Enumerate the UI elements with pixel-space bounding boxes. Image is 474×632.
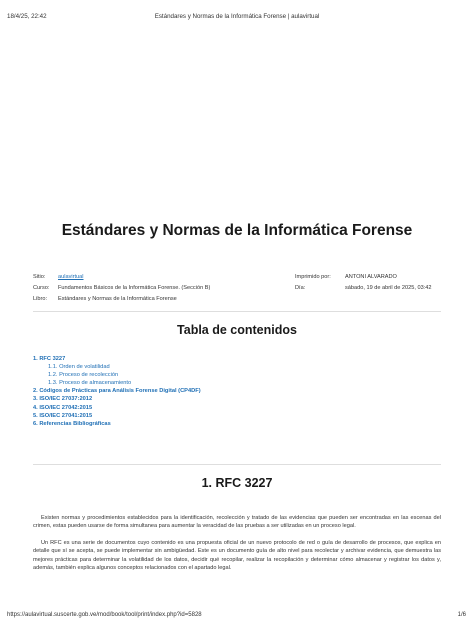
date-value: sábado, 19 de abril de 2025, 03:42 [345, 285, 432, 291]
print-url: https://aulavirtual.suscerte.gob.ve/mod/book/tool/print/index.php?id=5828 [7, 612, 202, 618]
toc-item-proceso-recoleccion[interactable]: 1.2. Proceso de recolección [48, 372, 119, 379]
section-heading: 1. RFC 3227 [201, 476, 273, 490]
printed-by-value: ANTONI ALVARADO [345, 274, 397, 280]
toc-item-iso-27041[interactable]: 5. ISO/IEC 27041:2015 [33, 412, 93, 419]
book-meta-left [33, 274, 273, 304]
toc-item-referencias[interactable]: 6. Referencias Bibliográficas [33, 420, 111, 427]
table-of-contents [33, 355, 201, 428]
toc-item-cp4df[interactable]: 2. Códigos de Prácticas para Análisis Forense Digital (CP4DF) [33, 388, 201, 395]
course-value: Fundamentos Básicos de la Informática Forense. (Sección B) [58, 285, 211, 291]
toc-title: Tabla de contenidos [177, 323, 297, 337]
site-link[interactable]: aulavirtual [58, 274, 84, 280]
toc-item-iso-27037[interactable]: 3. ISO/IEC 27037:2012 [33, 396, 93, 403]
printed-by-label: Imprimido por: [295, 274, 331, 280]
section-paragraph: Un RFC es una serie de documentos cuyo contenido es una propuesta oficial de un nuevo protocolo de red o guía de desarrollo de procesos, que explica en detalle que sí se acepta, se puede implementar sin ambigüedad. Este es un documento guía de alto nivel para recolectar y archivar evidencia, que demuestra las mejores prácticas para determinar la volatilidad de los datos, decidir qué recopilar, realizar la recopilación y determinar cómo almacenar y registrar los datos y, además, también explica algunos conceptos relacionados con el apartado legal. [33, 540, 441, 572]
site-label: Sitio: [33, 274, 46, 280]
divider [33, 311, 441, 312]
print-page-number: 1/6 [457, 612, 466, 618]
book-meta-right [295, 274, 445, 294]
book-label: Libro: [33, 296, 47, 302]
toc-item-iso-27042[interactable]: 4. ISO/IEC 27042:2015 [33, 404, 93, 411]
toc-item-rfc-3227[interactable]: 1. RFC 3227 [33, 356, 66, 362]
date-label: Día: [295, 285, 306, 291]
toc-item-proceso-almacenamiento[interactable]: 1.3. Proceso de almacenamiento [48, 380, 132, 387]
section-paragraph: Existen normas y procedimientos establecidos para la identificación, recolección y tratado de las evidencias que pueden ser encontradas en las escenas del crimen, estas pueden usarse de forma simultanea para aumentar la veracidad de las pruebas a ser utilizadas en un proceso legal. [33, 515, 441, 530]
print-page-title: Estándares y Normas de la Informática Forense | aulavirtual [154, 13, 320, 20]
course-label: Curso: [33, 285, 50, 291]
divider [33, 464, 441, 465]
document-title: Estándares y Normas de la Informática Forense [61, 222, 413, 239]
print-datetime: 18/4/25, 22:42 [7, 13, 47, 20]
book-value: Estándares y Normas de la Informática Forense [58, 296, 177, 302]
toc-item-orden-volatilidad[interactable]: 1.1. Orden de volatilidad [48, 364, 110, 371]
